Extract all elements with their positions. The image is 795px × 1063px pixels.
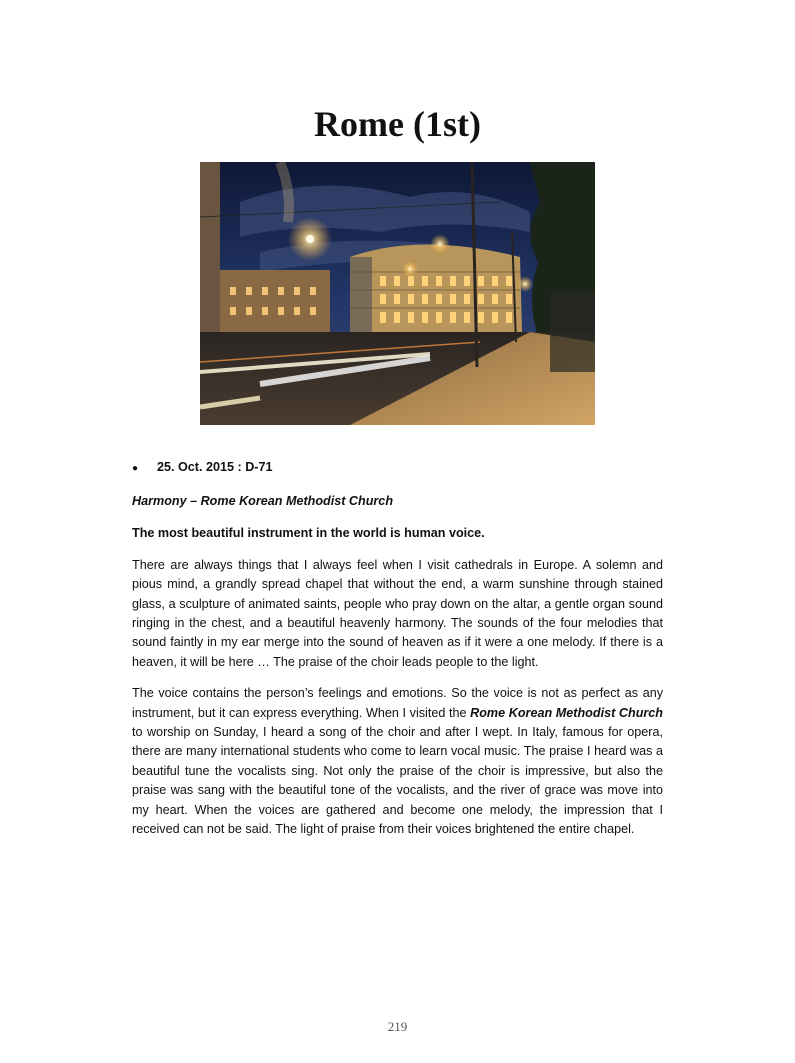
paragraph-2-text-a: The voice contains the person’s feelings and emotions. So the voice is not as perfect as any instrument, but it can express everything. When I visited the — [132, 686, 663, 720]
entry-date-item — [132, 458, 663, 478]
colosseum-night-photo — [200, 162, 595, 425]
paragraph-2-text-b: to worship on Sunday, I heard a song of the choir and after I wept. In Italy, famous for opera, there are many international students who come to learn vocal music. The praise I heard was a beautiful tune the vocalists sing. Not only the praise of the choir is impressive, but also the praise was sang with the beautiful tone of the vocalists, and the river of grace was move into my heart. When the voices are gathered and become one melody, the impression that I received can not be said. The light of praise from their voices brightened the entire chapel. — [132, 725, 663, 837]
paragraph-1: There are always things that I always feel when I visit cathedrals in Europe. A solemn and pious mind, a grandly spread chapel that without the end, a warm sunshine through stained glass, a sculpture of animated saints, people who pray down on the altar, a gentle organ sound ringing in the chest, and a beautiful heavenly harmony. The sounds of the four melodies that sound faintly in my ear merge into the sound of heaven as if it were a one melody. If there is a heaven, it will be here … The praise of the choir leads people to the light. — [132, 557, 663, 669]
bullet-icon: ● — [132, 463, 139, 474]
page-number: 219 — [387, 1019, 408, 1034]
page-title: Rome (1st) — [314, 104, 481, 144]
church-name-emphasis: Rome Korean Methodist Church — [470, 705, 663, 720]
entry-subtitle: Harmony – Rome Korean Methodist Church — [132, 494, 394, 508]
entry-lead: The most beautiful instrument in the world is human voice. — [132, 526, 485, 541]
paragraph-2 — [132, 684, 663, 839]
entry-date: 25. Oct. 2015 : D-71 — [157, 460, 273, 474]
diary-entry — [132, 458, 663, 852]
